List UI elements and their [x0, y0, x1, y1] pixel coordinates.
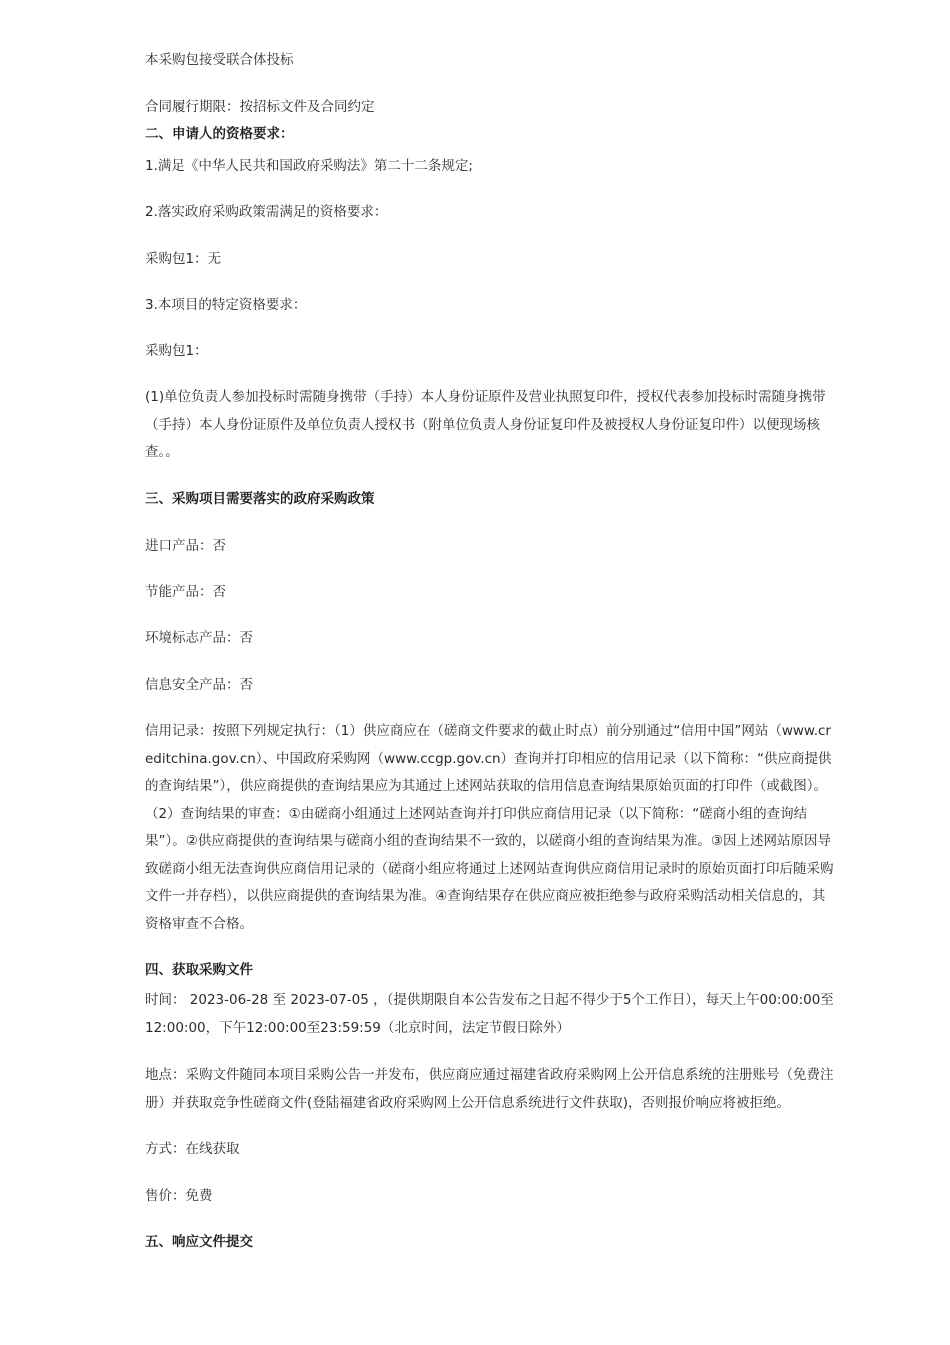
- price-text: 售价：免费: [145, 1188, 213, 1204]
- section-4-heading: 四、获取采购文件: [145, 962, 253, 978]
- requirement-2-text: 2.落实政府采购政策需满足的资格要求：: [145, 204, 388, 220]
- credit-record-text: 信用记录：按照下列规定执行：（1）供应商应在（磋商文件要求的截止时点）前分别通过“信用中国”网站（www.creditchina.gov.cn）、中国政府采购网（www.ccgp.gov.cn）查询并打印相应的信用记录（以下简称：“供应商提供的查询结果”），供应商提供的查询结果应为其通过上述网站获取的信用信息查询结果原始页面的打印件（或截图）。（2）查询结果的审查：①由磋商小组通过上述网站查询并打印供应商信用记录（以下简称：“磋商小组的查询结果”）。②供应商提供的查询结果与磋商小组的查询结果不一致的，以磋商小组的查询结果为准。③因上述网站原因导致磋商小组无法查询供应商信用记录的（磋商小组应将通过上述网站查询供应商信用记录时的原始页面打印后随采购文件一并存档），以供应商提供的查询结果为准。④查询结果存在供应商应被拒绝参与政府采购活动相关信息的，其资格审查不合格。: [145, 723, 834, 932]
- import-product-text: 进口产品：否: [145, 538, 226, 554]
- acquisition-time-text: 时间： 2023-06-28 至 2023-07-05 ，（提供期限自本公告发布之日起不得少于5个工作日），每天上午00:00:00至12:00:00，下午12:00:00至23:59:59（北京时间，法定节假日除外）: [145, 992, 834, 1036]
- acquisition-method-text: 方式：在线获取: [145, 1141, 240, 1157]
- section-2-heading: 二、申请人的资格要求：: [145, 126, 294, 142]
- info-security-product-text: 信息安全产品：否: [145, 677, 253, 693]
- section-5-heading: 五、响应文件提交: [145, 1234, 253, 1250]
- requirement-1-text: 1.满足《中华人民共和国政府采购法》第二十二条规定;: [145, 158, 473, 174]
- energy-product-text: 节能产品：否: [145, 584, 226, 600]
- acquisition-place-text: 地点：采购文件随同本项目采购公告一并发布，供应商应通过福建省政府采购网上公开信息系统的注册账号（免费注册）并获取竞争性磋商文件(登陆福建省政府采购网上公开信息系统进行文件获取)，否则报价响应将被拒绝。: [145, 1067, 834, 1111]
- section-3-heading: 三、采购项目需要落实的政府采购政策: [145, 491, 375, 507]
- package-1-detail-text: (1)单位负责人参加投标时需随身携带（手持）本人身份证原件及营业执照复印件，授权代表参加投标时需随身携带（手持）本人身份证原件及单位负责人授权书（附单位负责人身份证复印件及被授权人身份证复印件）以便现场核查。。: [145, 389, 826, 460]
- package-1-label: 采购包1：: [145, 343, 208, 359]
- contract-period-text: 合同履行期限：按招标文件及合同约定: [145, 99, 375, 115]
- environment-product-text: 环境标志产品：否: [145, 630, 253, 646]
- requirement-3-text: 3.本项目的特定资格要求：: [145, 297, 307, 313]
- package-1-none-text: 采购包1：无: [145, 251, 222, 267]
- joint-bid-text: 本采购包接受联合体投标: [145, 52, 294, 68]
